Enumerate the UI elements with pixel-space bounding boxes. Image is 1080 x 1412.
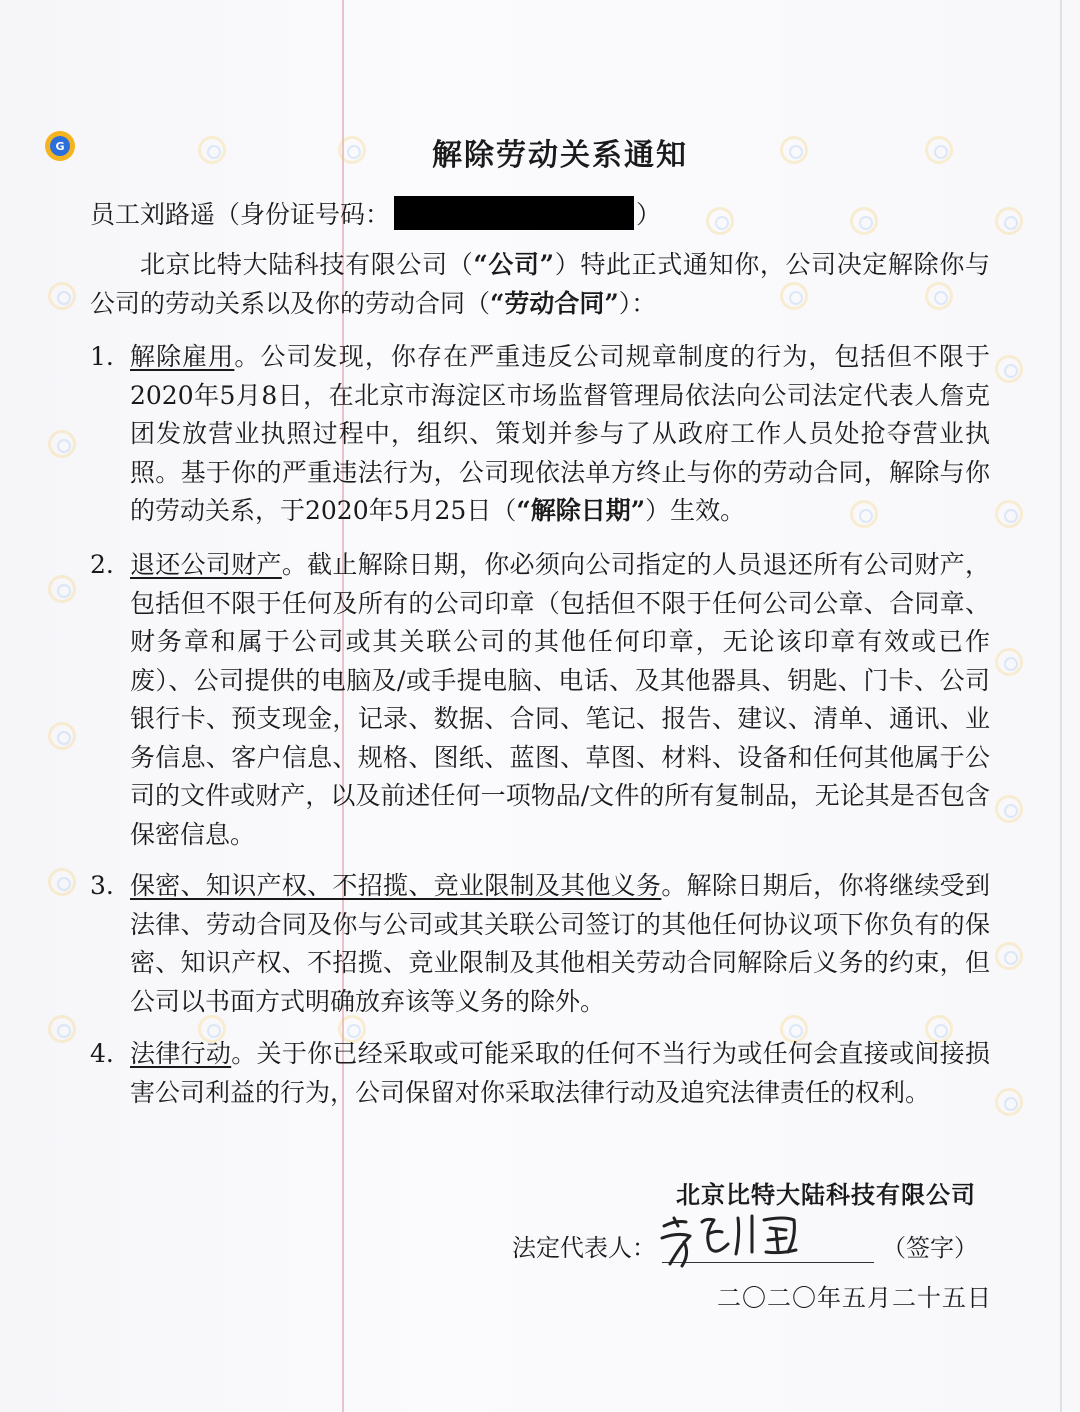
intro-part2: ）特此正式通知你，公司决定解除你与公司的劳动关系以及你的劳动合同（ [90,250,990,318]
clause-number: 4. [90,1039,114,1068]
clause-body [130,1035,990,1112]
watermark-icon [995,207,1023,235]
intro-contract-term: “劳动合同” [490,288,619,318]
intro-paragraph [90,246,990,323]
watermark-icon [995,648,1023,676]
watermark-icon [995,355,1023,383]
clause-return-property [90,546,990,854]
watermark-icon [995,942,1023,970]
watermark-icon [48,282,76,310]
signature-line [662,1222,874,1263]
intro-part3: ）： [618,288,657,318]
clause-term: “解除日期” [516,496,646,525]
watermark-icon [48,868,76,896]
scan-edge-line [1060,0,1062,1412]
watermark-icon [850,207,878,235]
watermark-icon [48,722,76,750]
signature-company: 北京比特大陆科技有限公司 [676,1180,976,1209]
clause-heading: 解除雇用 [130,342,235,371]
clause-number: 2. [90,550,114,579]
clause-heading: 保密、知识产权、不招揽、竞业限制及其他义务 [130,871,662,900]
recipient-suffix: ） [636,200,662,229]
clause-number: 3. [90,871,114,900]
handwritten-signature [656,1208,836,1270]
clause-heading: 法律行动 [130,1039,232,1068]
clause-heading: 退还公司财产 [130,550,282,579]
clause-text-end: ）生效。 [645,496,746,525]
signature-row [512,1222,978,1263]
clause-text: 。解除日期后，你将继续受到法律、劳动合同及你与公司或其关联公司签订的其他任何协议项下你负有的保密、知识产权、不招揽、竞业限制及其他相关劳动合同解除后义务的约束，但公司以书面方式明确放弃该等义务的除外。 [130,871,990,1016]
intro-company-term: “公司” [473,250,555,279]
clause-confidentiality [90,867,990,1021]
clause-number: 1. [90,342,114,371]
clause-text: 。公司发现，你存在严重违反公司规章制度的行为，包括但不限于2020年5月8日，在北京市海淀区市场监督管理局依法向公司法定代表人詹克团发放营业执照过程中，组织、策划并参与了从政府工作人员处抢夺营业执照。基于你的严重违法行为，公司现依法单方终止与你的劳动合同，解除与你的劳动关系，于2020年5月25日（ [130,342,990,525]
watermark-icon [48,1015,76,1043]
redaction-bar [394,196,634,230]
recipient-line [90,195,661,231]
intro-part1: 北京比特大陆科技有限公司（ [140,250,474,279]
clause-body [130,338,990,531]
clause-termination [90,338,990,531]
watermark-icon [706,207,734,235]
recipient-prefix: 员工刘路遥（身份证号码： [90,200,391,229]
clause-body [130,867,990,1021]
watermark-icon [48,430,76,458]
clause-body [130,546,990,854]
watermark-icon [995,500,1023,528]
sign-note: （签字） [882,1234,978,1262]
document-title: 解除劳动关系通知 [432,138,688,173]
legal-rep-label: 法定代表人： [512,1234,656,1262]
watermark-icon [995,795,1023,823]
logo-inner-mark: G [50,136,70,156]
watermark-icon [48,575,76,603]
clause-text: 。截止解除日期，你必须向公司指定的人员退还所有公司财产，包括但不限于任何及所有的公司印章（包括但不限于任何公司公章、合同章、财务章和属于公司或其关联公司的其他任何印章，无论该印章有效或已作废）、公司提供的电脑及/或手提电脑、电话、及其他器具、钥匙、门卡、公司银行卡、预支现金，记录、数据、合同、笔记、报告、建议、清单、通讯、业务信息、客户信息、规格、图纸、蓝图、草图、材料、设备和任何其他属于公司的文件或财产，以及前述任何一项物品/文件的所有复制品，无论其是否包含保密信息。 [130,550,990,849]
clause-legal-action [90,1035,990,1112]
clause-text: 。关于你已经采取或可能采取的任何不当行为或任何会直接或间接损害公司利益的行为，公司保留对你采取法律行动及追究法律责任的权利。 [130,1039,990,1107]
signature-date: 二〇二〇年五月二十五日 [717,1284,992,1312]
watermark-icon [995,1088,1023,1116]
